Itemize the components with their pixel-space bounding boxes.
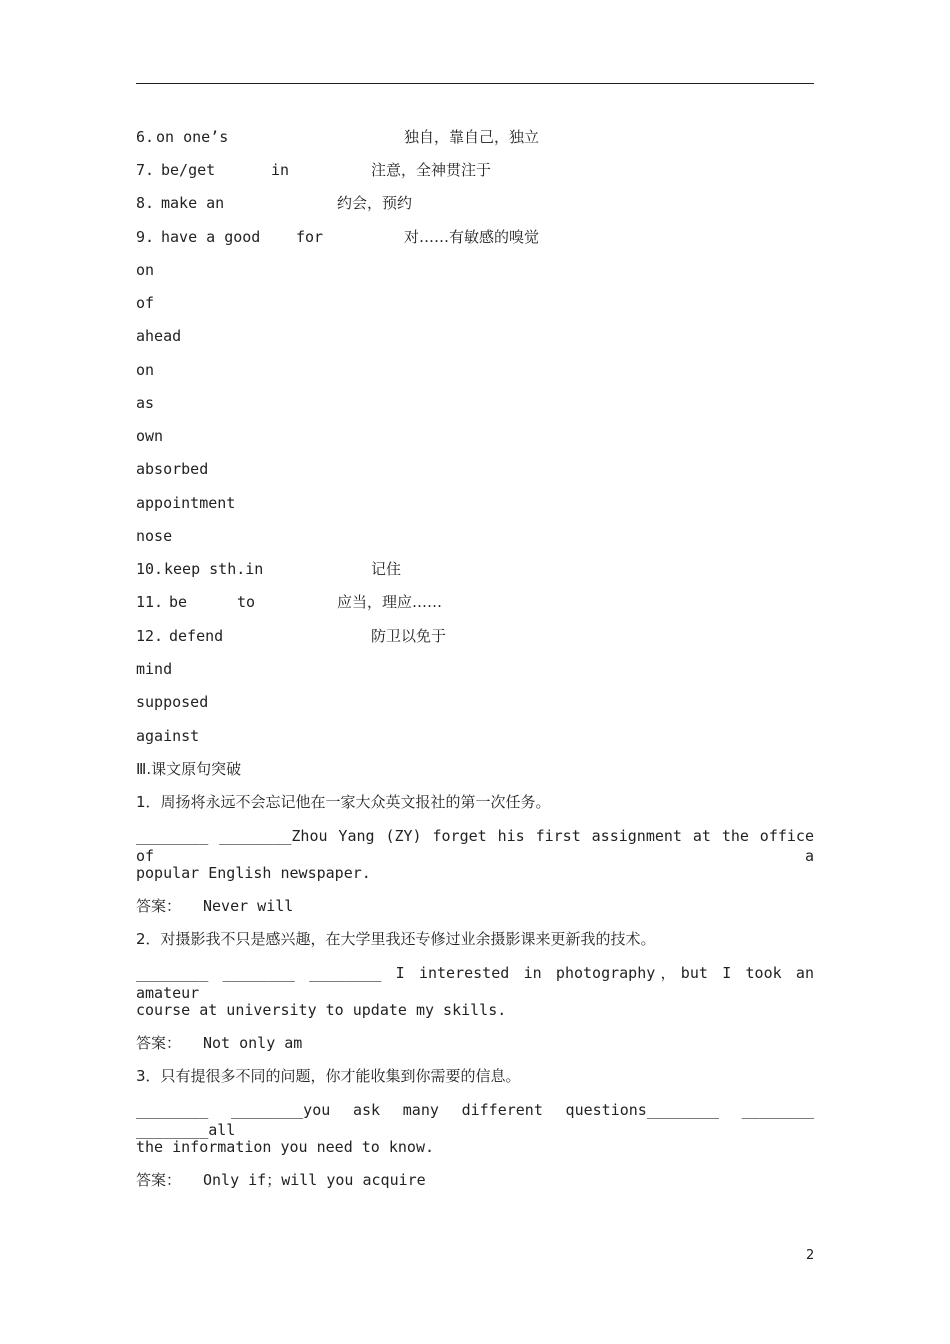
phrase-item-8: 8. make an 约会，预约 [136,194,413,212]
answer-row: 答案： Only if；will you acquire [136,1171,426,1189]
phrase-item-12: 12. defend 防卫以免于 [136,627,447,645]
answer-word: on [136,361,155,379]
answer-word: on [136,261,155,279]
phrase-item-11: 11. be to 应当，理应…… [136,593,443,611]
answer-word: mind [136,660,173,678]
answer-word: ahead [136,327,182,345]
sentence-continuation: the information you need to know. [136,1138,435,1156]
sentence-prompt: 2．对摄影我不只是感兴趣，在大学里我还专修过业余摄影课来更新我的技术。 [136,930,656,948]
page-number: 2 [806,1248,815,1263]
answer-row: 答案： Not only am [136,1034,303,1052]
answer-word: of [136,294,155,312]
answer-word: supposed [136,693,209,711]
sentence-blank-line: ________ ________Zhou Yang (ZY) forget his first assignment at the office of a [136,827,814,865]
sentence-prompt: 1．周扬将永远不会忘记他在一家大众英文报社的第一次任务。 [136,793,551,811]
answer-word: appointment [136,494,236,512]
sentence-continuation: popular English newspaper. [136,864,371,882]
phrase-item-7: 7. be/get in 注意，全神贯注于 [136,161,492,179]
phrase-item-9: 9. have a good for 对……有敏感的嗅觉 [136,228,540,246]
answer-word: absorbed [136,460,209,478]
phrase-item-6: 6. on one’s 独自，靠自己，独立 [136,128,540,146]
section-title: Ⅲ.课文原句突破 [136,760,242,778]
sentence-blank-line: ________ ________you ask many different questions________ ________ ________all [136,1101,814,1139]
answer-word: against [136,727,200,745]
answer-word: own [136,427,164,445]
header-rule [136,83,814,84]
answer-row: 答案： Never will [136,897,294,915]
answer-word: as [136,394,155,412]
sentence-prompt: 3．只有提很多不同的问题，你才能收集到你需要的信息。 [136,1067,521,1085]
sentence-blank-line: ________ ________ ________ I interested in photography，but I took an amateur [136,964,814,1002]
answer-word: nose [136,527,173,545]
phrase-item-10: 10. keep sth.in 记住 [136,560,402,578]
sentence-continuation: course at university to update my skills. [136,1001,507,1019]
